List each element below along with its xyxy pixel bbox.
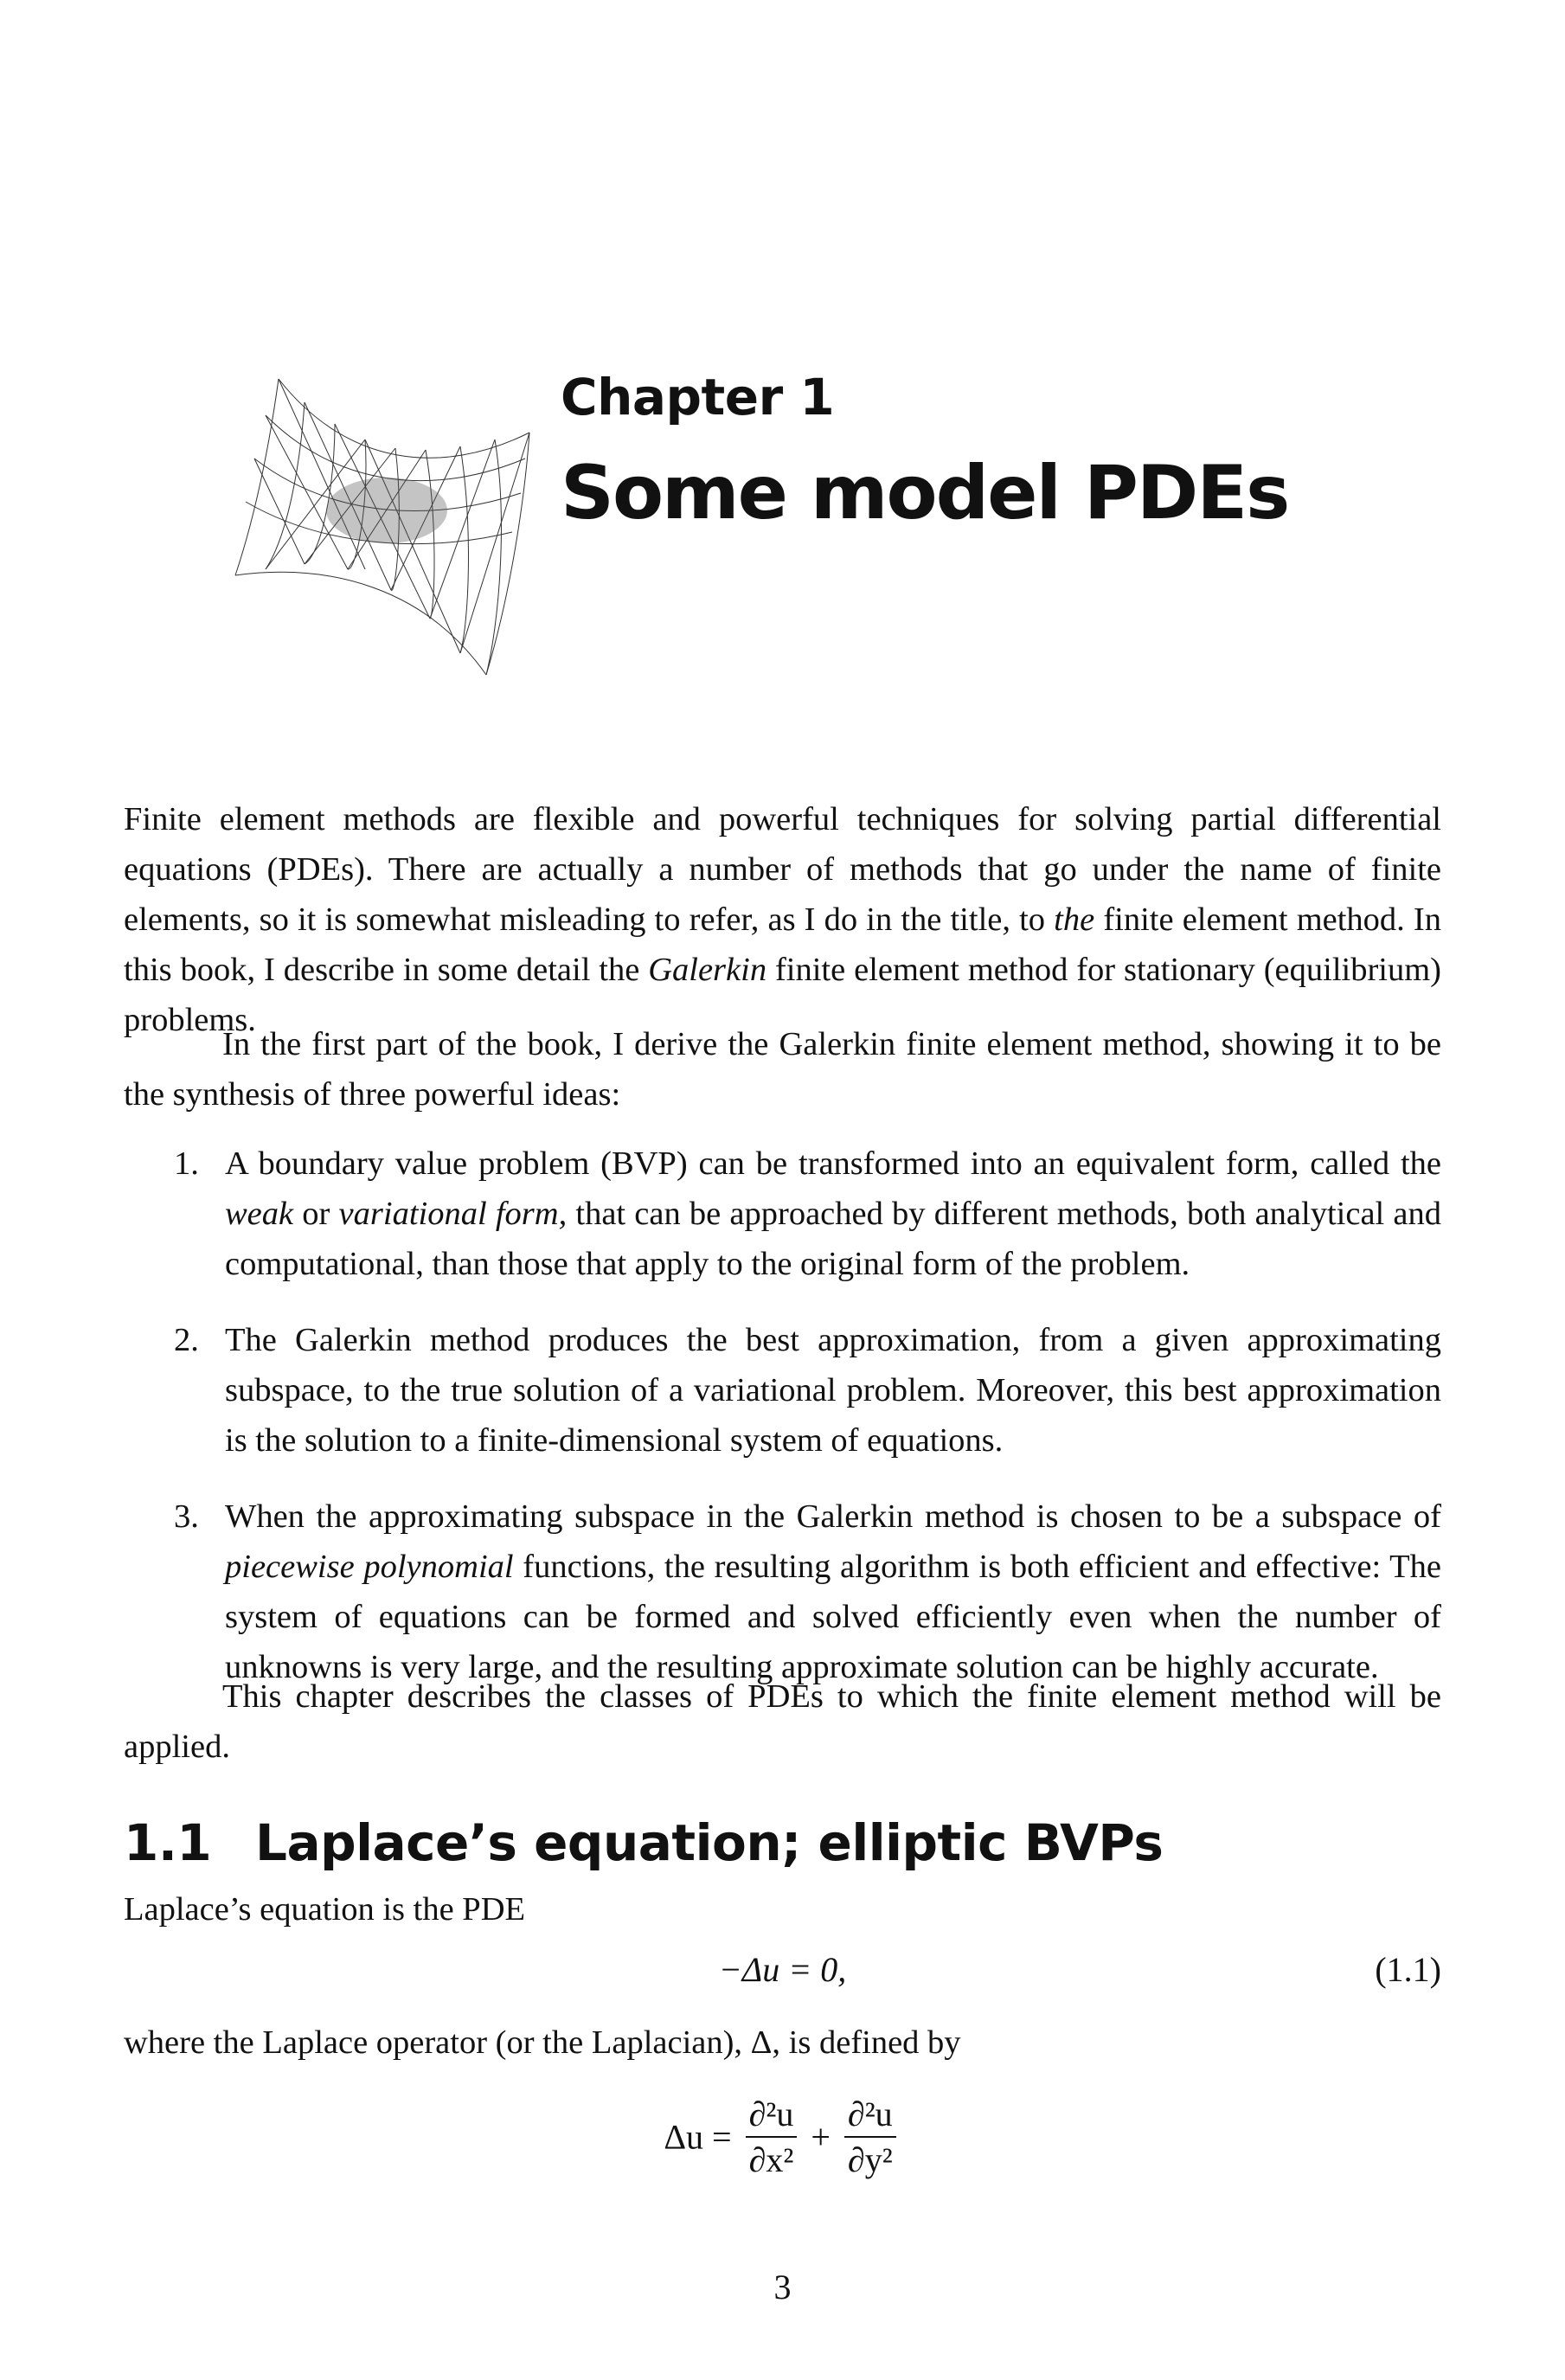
equation-number: (1.1) xyxy=(1375,1950,1441,1989)
list-item-number: 1. xyxy=(174,1145,199,1182)
chapter-label: Chapter 1 xyxy=(561,368,835,427)
chapter-title: Some model PDEs xyxy=(561,450,1289,536)
fraction-d2u-dy2: $\frac{\text{∂²u}}{\text{∂y²}}$ xyxy=(844,2094,896,2180)
laplacian-definition-equation: Δu = $\frac{\text{∂²u}}{\text{∂x²}}$ + $\frac{\text{∂²u}}{\text{∂y²}}$ xyxy=(0,2094,1565,2180)
ideas-list xyxy=(124,1139,1441,1718)
closing-paragraph: This chapter describes the classes of PDEs to which the finite element method will be applied. xyxy=(124,1678,1441,1765)
intro-paragraph: Finite element methods are flexible and powerful techniques for solving partial differential equations (PDEs). There are actually a number of methods that go under the name of finite elements, so it is somewhat misleading to refer, as I do in the title, to the finite element method. In this book, I describe in some detail the Galerkin finite element method for stationary (equilibrium) problems. xyxy=(124,801,1441,1038)
page-number: 3 xyxy=(773,2268,792,2306)
equation-intro: Laplace’s equation is the PDE xyxy=(124,1891,526,1928)
list-item: 1. A boundary value problem (BVP) can be transformed into an equivalent form, called the weak or variational form, that can be approached by different methods, both analytical and computational, than those that apply to the original form of the problem. xyxy=(124,1139,1441,1289)
list-item: 3. When the approximating subspace in the Galerkin method is chosen to be a subspace of piecewise polynomial functions, the resulting algorithm is both efficient and effective: The system of equations can be formed and solved efficiently even when the number of unknowns is very large, and the resulting approximate solution can be highly accurate. xyxy=(124,1492,1441,1692)
list-item-number: 3. xyxy=(174,1498,199,1535)
section-heading xyxy=(124,1813,1163,1872)
saddle-surface-mesh-icon xyxy=(227,363,534,683)
laplacian-definition-text: where the Laplace operator (or the Laplacian), Δ, is defined by xyxy=(124,2024,961,2061)
fraction-d2u-dx2: $\frac{\text{∂²u}}{\text{∂x²}}$ xyxy=(746,2094,798,2180)
section-title: Laplace’s equation; elliptic BVPs xyxy=(255,1813,1164,1872)
list-item: 2. The Galerkin method produces the best approximation, from a given approximating subspace, to the true solution of a variational problem. Moreover, this best approximation is the solution to a finite-dimensional system of equations. xyxy=(124,1315,1441,1466)
three-ideas-paragraph: In the first part of the book, I derive the Galerkin finite element method, showing it to be the synthesis of three powerful ideas: xyxy=(124,1026,1441,1113)
section-number: 1.1 xyxy=(124,1813,212,1872)
laplace-equation: −Δu = 0, xyxy=(718,1950,847,1989)
list-item-number: 2. xyxy=(174,1322,199,1358)
